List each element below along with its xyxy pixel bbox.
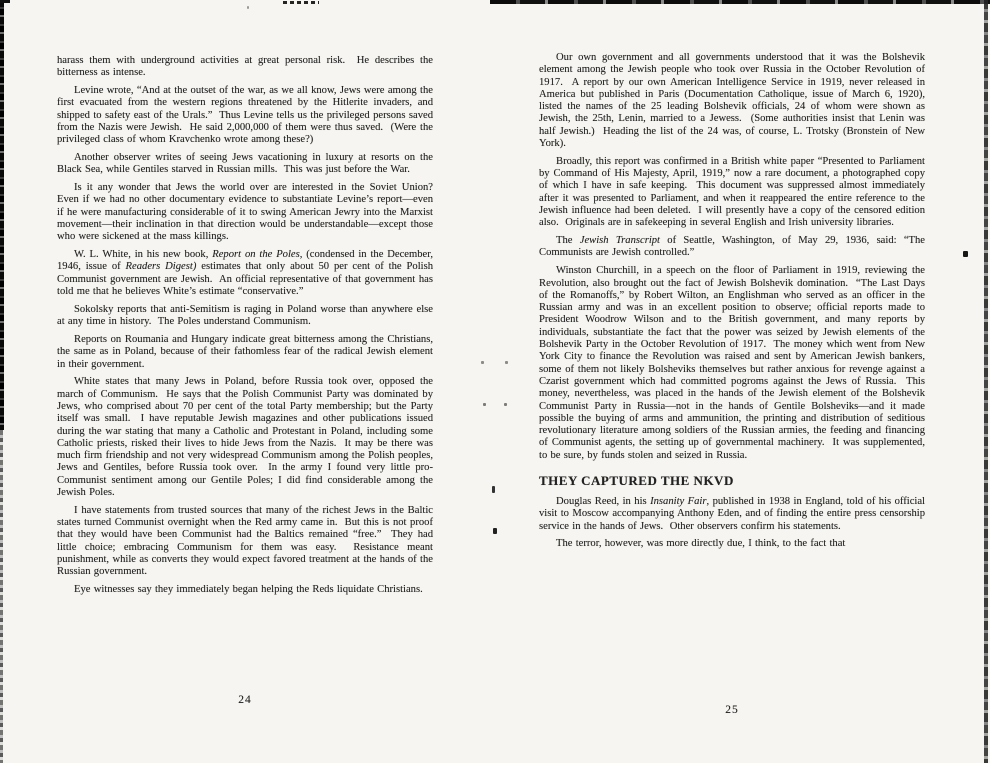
- scan-edge-right: [984, 0, 988, 763]
- section-heading: THEY CAPTURED THE NKVD: [539, 473, 734, 488]
- body-text: Winston Churchill, in a speech on the floor of Parliament in 1919, reviewing the Revolution, also brought out the fact of Jewish Bolshevik domination. “The Last Days of the Romanoffs,” by Robert Wilton, an Englishman who served as an officer in the Russian army and was in an excellent position to observe; official reports made to President Woodrow Wilson and to the British government, and many reports by individuals, substantiate the fact that the power was seized by Jewish elements of the Bolshevik Party in the October Revolution of 1917. The money which went from New York City to finance the Revolution was raised and sent by American Jewish bankers, some of them not likely Bolsheviks themselves but rather anxious for revenge against a Czarist government which had committed pogroms against the Jews of Russia. This money, nevertheless, was placed in the hands of the Jewish element of the Bolshevik Communist Party in Russia—not in the hands of Gentile Bolsheviks—and it made possible the buying of arms and ammunition, the printing and distribution of seditious revolutionary literature among soldiers of the Russian armies, the feeding and financing of Communist agents, the setting up of governmental machinery. It was supplemented, to be sure, by funds stolen and seized in Russia.: [539, 265, 929, 461]
- body-text: Broadly, this report was confirmed in a British white paper “Presented to Parliament by Command of His Majesty, April, 1919,” now a rare document, a photographed copy of which I have in safe keeping. This document was suppressed almost immediately after it was presented to Parliament, and when it reappeared the entire reference to the Jewish influence had been deleted. I will presently have a copy of the censored edition also. Originals are in safekeeping in several English and Irish university libraries.: [539, 155, 929, 229]
- scan-edge-left-top: [0, 0, 4, 430]
- paragraph: [57, 504, 437, 579]
- right-page-text-column: [539, 52, 929, 556]
- italic-text: Readers Digest): [125, 261, 197, 273]
- italic-text: Report on the Poles,: [212, 249, 303, 261]
- paragraph: [57, 376, 437, 499]
- body-text: I have statements from trusted sources that many of the richest Jews in the Baltic states turned Communist overnight when the Red army came in. But this is not proof that they would have been Communist had the Baltics remained “free.” They had little choice; embracing Communism for them was easy. Resistance meant punishment, while as converts they would expect favored treatment at the hands of the Russian government.: [57, 504, 437, 578]
- body-text: Reports on Roumania and Hungary indicate great bitterness among the Christians, the same as in Poland, because of their fathomless fear of the radical Jewish element in their government.: [57, 333, 437, 370]
- body-text: Our own government and all governments understood that it was the Bolshevik element among the Jewish people who took over Russia in the October Revolution of 1917. A report by our own American Intelligence Service in 1919, never released in America but published in Paris (Documentation Catholique, issue of March 6, 1920), listed the names of the 25 leading Bolshevik officials, 24 of whom were shown as Jewish, the 25th, Lenin, married to a Jewess. (Some authorities insist that Lenin was half Jewish.) Heading the list of the 24 was, of course, L. Trotsky (Bronstein of New York).: [539, 52, 929, 150]
- scan-speck: [963, 251, 968, 257]
- italic-text: Jewish Transcript: [579, 235, 661, 247]
- paragraph: [539, 538, 925, 550]
- scan-speck: [492, 486, 495, 493]
- scan-edge-left-bottom: [0, 430, 3, 763]
- scan-speck: [483, 403, 486, 406]
- scan-speck: [247, 6, 249, 9]
- scan-speck: [481, 361, 484, 364]
- paragraph: [57, 584, 433, 596]
- body-text: W. L. White, in his new book,: [74, 249, 213, 261]
- body-text: Another observer writes of seeing Jews vacationing in luxury at resorts on the Black Sea, while Gentiles starved in Russian mills. This was just before the War.: [57, 152, 437, 176]
- body-text: Sokolsky reports that anti-Semitism is raging in Poland worse than anywhere else at any time in history. The Poles understand Communism.: [57, 303, 437, 328]
- body-text: The terror, however, was more directly due, I think, to the fact that: [556, 538, 846, 550]
- body-text: Is it any wonder that Jews the world over are interested in the Soviet Union? Even if we had no other documentary evidence to substantiate Levine’s report—even if he were manufacturing considerable of it to swing American Jewry into the Marxist movement—their inclination in that direction would be understandable—except those who were sickened at the mass killings.: [57, 182, 440, 243]
- body-text: , published in 1938 in England, told of his official visit to Moscow accompanying Anthony Eden, and of finding the entire press censorship service in the hands of Jews. Other observers confirm his statements.: [539, 496, 929, 532]
- paragraph: [539, 496, 929, 533]
- scan-speck: [493, 528, 497, 534]
- paragraph: [539, 155, 929, 230]
- scan-edge-top: [490, 0, 990, 4]
- left-page-number: 24: [238, 694, 252, 706]
- paragraph: [57, 303, 437, 329]
- paragraph: [57, 152, 437, 177]
- body-text: Douglas Reed, in his: [556, 496, 651, 507]
- body-text: Eye witnesses say they immediately began helping the Reds liquidate Christians.: [74, 584, 423, 596]
- italic-text: Insanity Fair: [650, 496, 707, 507]
- scan-speck: [504, 403, 507, 406]
- right-page-number: 25: [725, 704, 739, 716]
- paragraph: [57, 55, 437, 80]
- body-text: White states that many Jews in Poland, before Russia took over, opposed the march of Communism. He says that the Polish Communist Party was dominated by Jews, who comprised about 70 per cent of the total Party membership; but the Party itself was small. I have reputable Jewish magazines and other publications issued during the war stating that many a Catholic and Protestant in Poland, including some Catholic priests, risked their lives to hide Jews from the Nazis. It may be there was much firm friendship and not very widespread Communism among the Polish peoples, Jews and Gentiles, before Russia took over. In the army I found very little pro-Communist sentiment among our Gentile Poles; I did find considerable among the Jewish Poles.: [57, 376, 437, 498]
- scan-dash-top: [283, 1, 319, 4]
- body-text: The: [556, 235, 580, 247]
- left-page-text-column: [57, 55, 440, 602]
- body-text: (condensed in the December, 1946, issue of: [57, 249, 437, 273]
- body-text: Levine wrote, “And at the outset of the war, as we all know, Jews were among the first evacuated from the western regions threatened by the Hitlerite invaders, and shipped to safety east of the Urals.” Thus Levine tells us the privileged persons saved from the Nazis were Jewish. He said 2,000,000 of them were thus saved. (Were the privileged class of whom Kravchenko wrote among these?): [57, 85, 437, 146]
- paragraph: [539, 235, 929, 260]
- scan-corner-tick: [0, 0, 10, 3]
- scan-speck: [505, 361, 508, 364]
- body-text: estimates that only about 50 per cent of the Polish Communist government are Jewish. An official representative of that government has told me that he believes White’s estimate “conservative.”: [57, 261, 437, 298]
- paragraph: [539, 52, 929, 150]
- body-text: of Seattle, Washington, of May 29, 1936, said: “The Communists are Jewish controlled.”: [539, 235, 929, 259]
- paragraph: [57, 333, 437, 371]
- paragraph: [539, 265, 929, 462]
- paragraph: [57, 182, 440, 243]
- body-text: harass them with underground activities at great personal risk. He describes the bitterness as intense.: [57, 55, 437, 79]
- paragraph: [57, 85, 437, 146]
- paragraph: [57, 249, 437, 298]
